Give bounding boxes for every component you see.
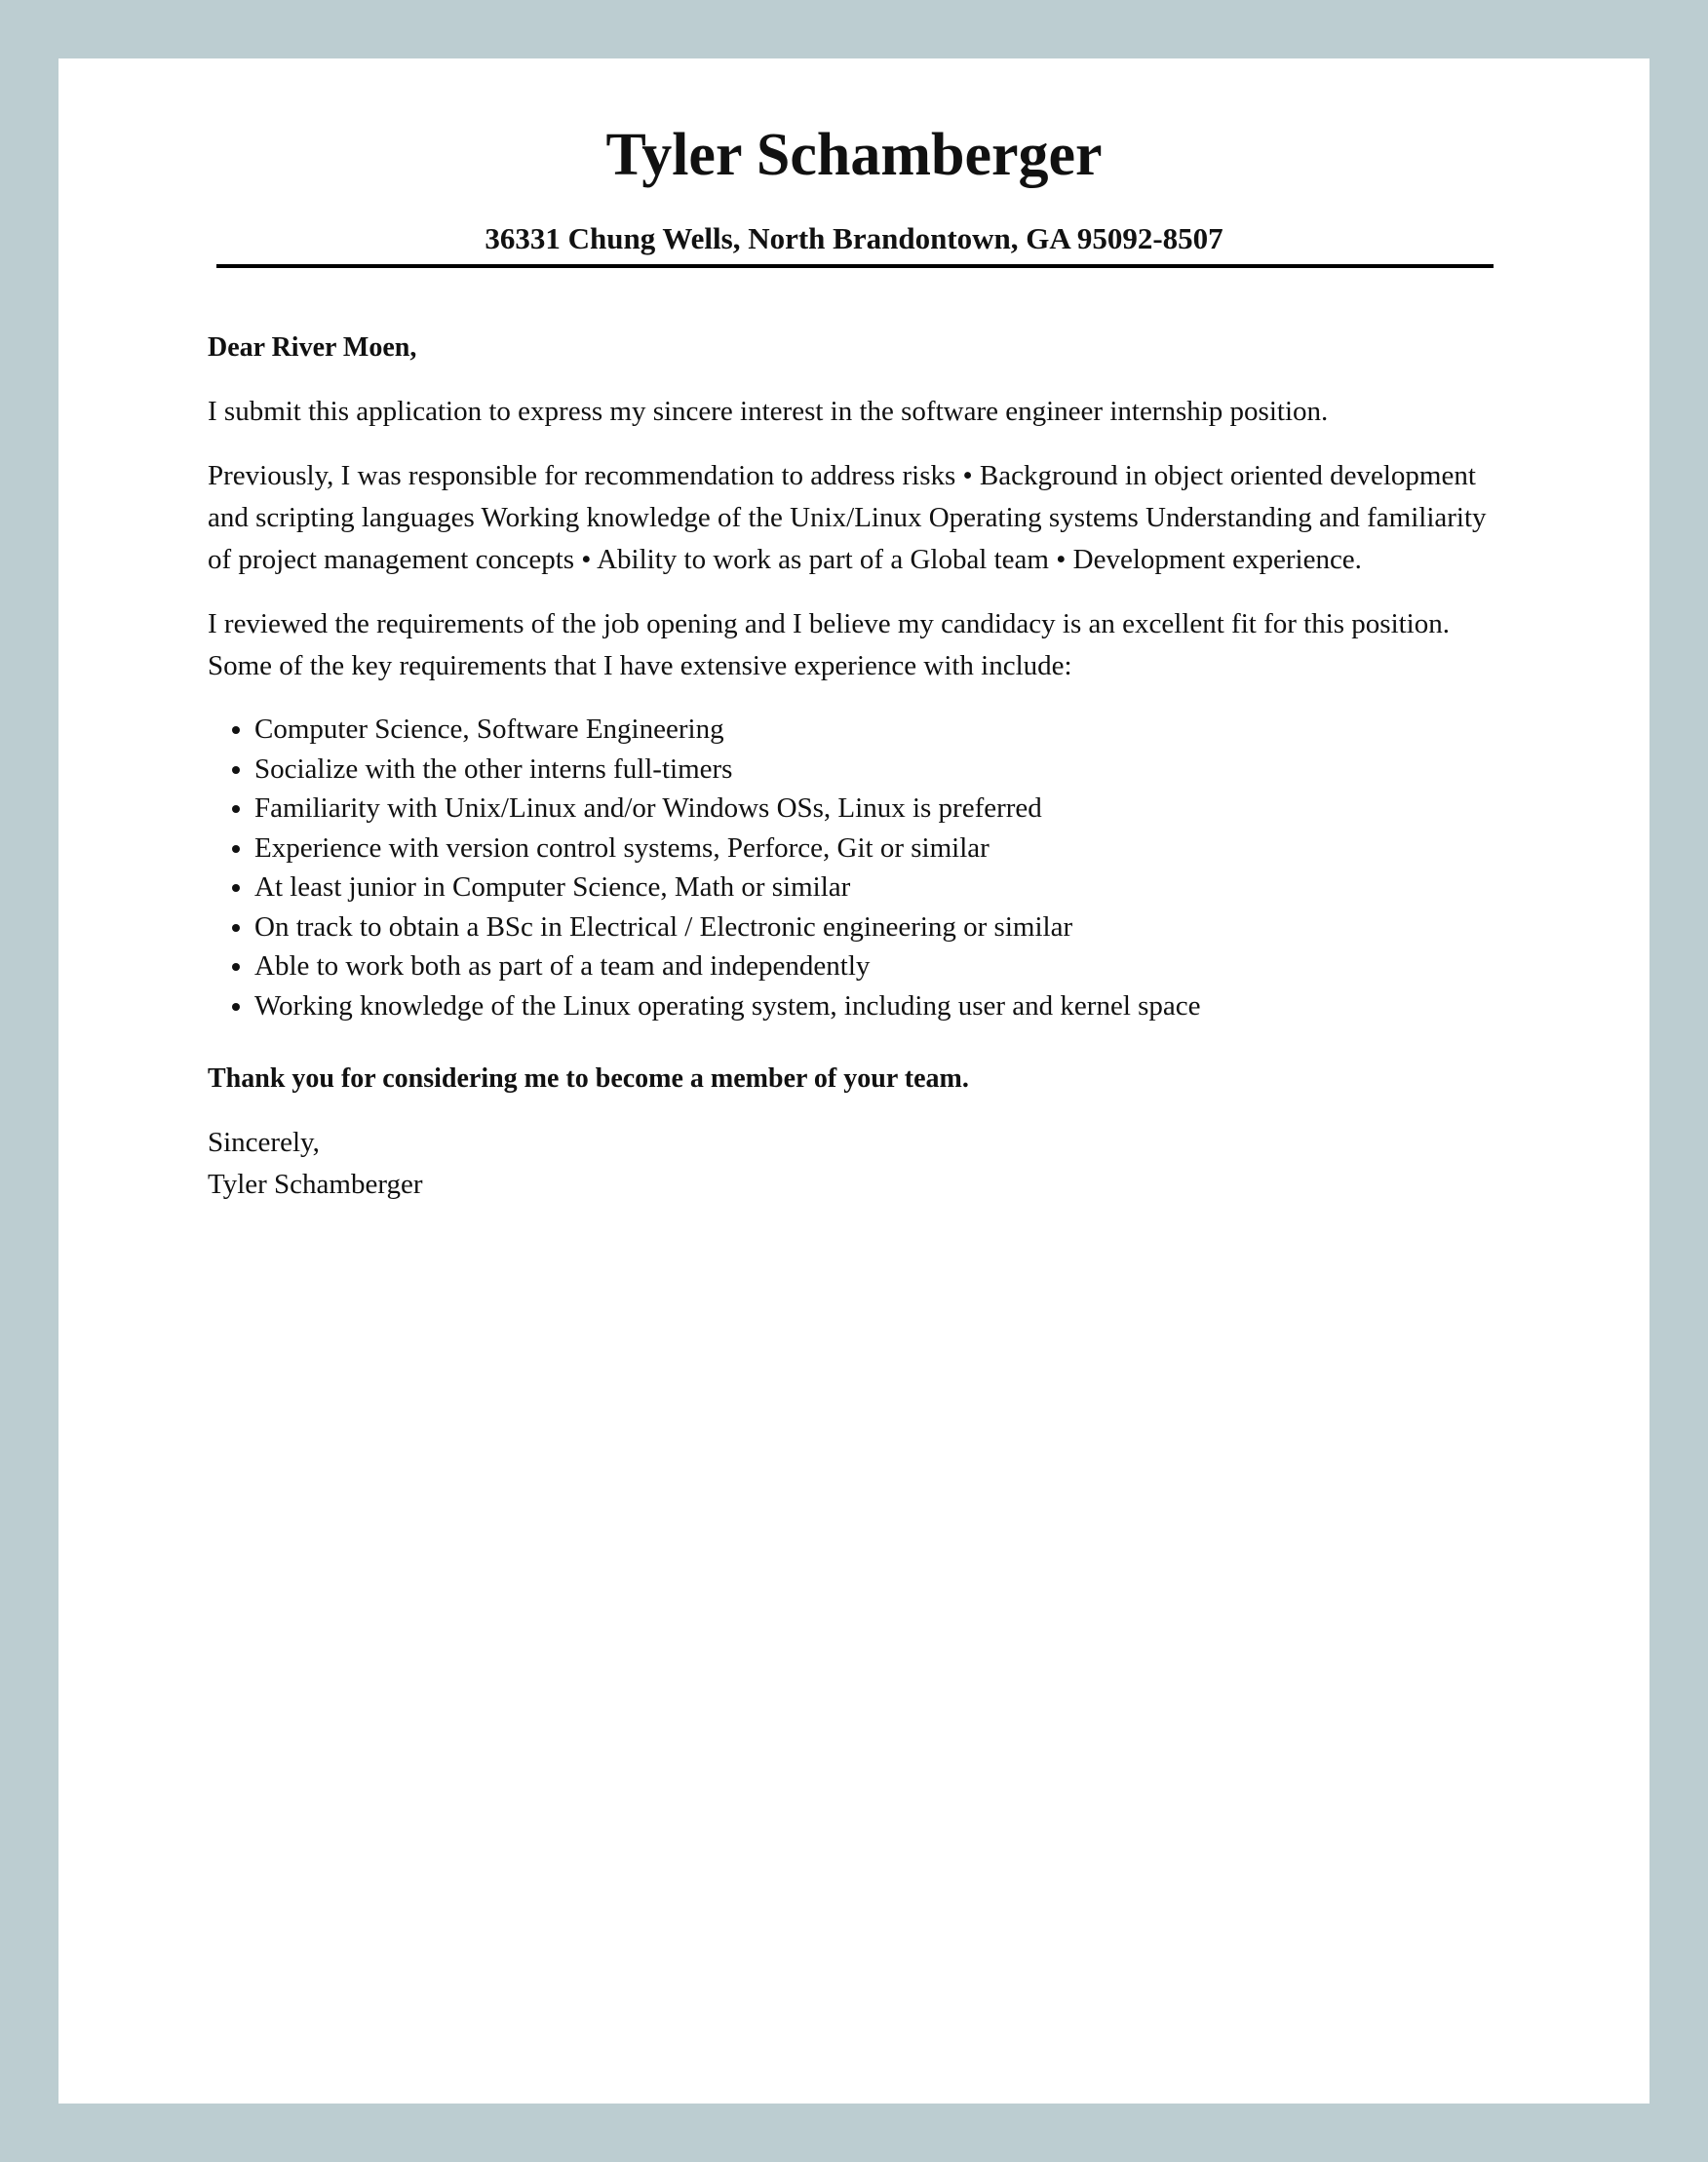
list-item: • Able to work both as part of a team and independently (254, 946, 1504, 986)
list-item: • Working knowledge of the Linux operating system, including user and kernel space (254, 986, 1504, 1026)
signoff: Sincerely, (208, 1127, 320, 1158)
requirements-list (208, 710, 1504, 1025)
closing-line: Thank you for considering me to become a member of your team. (208, 1063, 969, 1094)
list-item: • Experience with version control systems, Perforce, Git or similar (254, 829, 1504, 869)
applicant-address: 36331 Chung Wells, North Brandontown, GA 95092-8507 (485, 221, 1223, 255)
letter-body (208, 327, 1504, 1206)
list-item: • Familiarity with Unix/Linux and/or Windows OSs, Linux is preferred (254, 789, 1504, 829)
list-item: • Computer Science, Software Engineering (254, 710, 1504, 750)
list-item: • Socialize with the other interns full-timers (254, 750, 1504, 790)
list-item: • On track to obtain a BSc in Electrical / Electronic engineering or similar (254, 907, 1504, 947)
experience-paragraph: Previously, I was responsible for recommendation to address risks • Background in object oriented development and scripting languages Working knowledge of the Unix/Linux Operating systems Understanding and familiarity of project management concepts • Ability to work as part of a Global team • Development experience. (208, 460, 1487, 575)
signoff-block (208, 1122, 1504, 1206)
applicant-name: Tyler Schamberger (605, 122, 1103, 188)
letter-page (58, 58, 1650, 2104)
header-divider (216, 264, 1494, 268)
intro-paragraph: I submit this application to express my sincere interest in the software engineer internship position. (208, 396, 1329, 427)
greeting: Dear River Moen, (208, 332, 417, 363)
requirements-intro-paragraph: I reviewed the requirements of the job opening and I believe my candidacy is an excellent fit for this position. Some of the key requirements that I have extensive experience with include: (208, 608, 1450, 681)
list-item: • At least junior in Computer Science, Math or similar (254, 868, 1504, 907)
signature-name: Tyler Schamberger (208, 1169, 423, 1200)
